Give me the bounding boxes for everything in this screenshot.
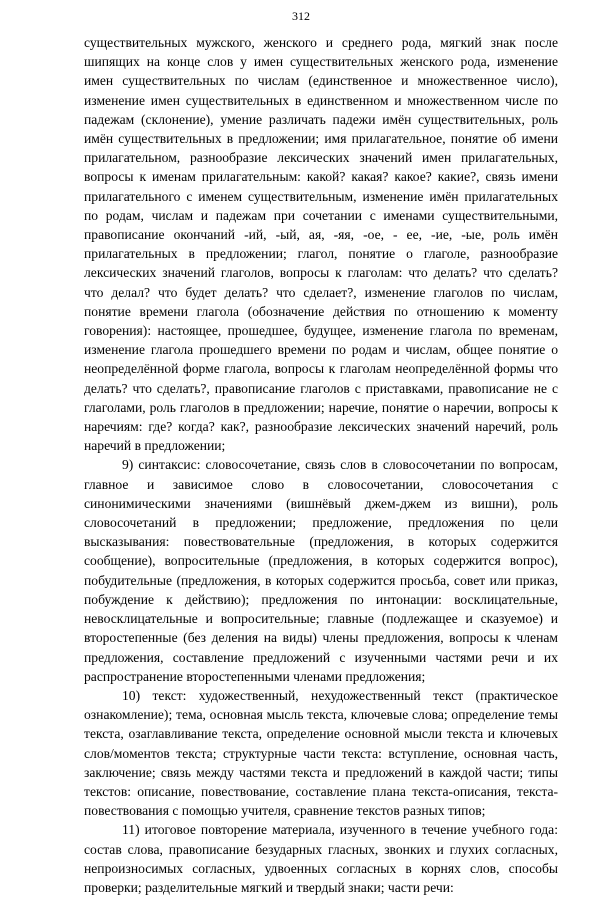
document-body [84, 33, 558, 897]
paragraph-continuation: существительных мужского, женского и среднего рода, мягкий знак после шипящих на конце слов у имен существительных женского рода, изменение имен существительных по числам (единственное и множественное число), изменение имен существительных в единственном и множественном числе по падежам (склонение), умение различать падежи имён существительных, роль имён существительных в предложении; имя прилагательное, понятие об имени прилагательном, разнообразие лексических значений имен прилагательных, вопросы к именам прилагательным: какой? какая? какое? какие?, связь имени прилагательного с именем существительным, изменение имён прилагательных по родам, числам и падежам при сочетании с именами существительными, правописание окончаний -ий, -ый, ая, -яя, -ое, - ее, -ие, -ые, роль имён прилагательных в предложении; глагол, понятие о глаголе, разнообразие лексических значений глаголов, вопросы к глаголам: что делать? что сделать? что делал? что будет делать? что сделает?, изменение глаголов по числам, понятие времени глагола (обозначение действия по отношению к моменту говорения): настоящее, прошедшее, будущее, изменение глагола по временам, изменение глагола прошедшего времени по родам и числам, общее понятие о неопределённой форме глагола, вопросы к глаголам неопределённой формы что делать? что сделать?, правописание глаголов с приставками, правописание не с глаголами, роль глаголов в предложении; наречие, понятие о наречии, вопросы к наречиям: где? когда? как?, разнообразие лексических значений наречий, роль наречий в предложении; [84, 35, 558, 454]
paragraph-text: 10) текст: художественный, нехудожественный текст (практическое ознакомление); тема, основная мысль текста, ключевые слова; определение темы текста, озаглавливание текста, определение основной мысли текста и ключевых слов/моментов текста; структурные части текста: вступление, основная часть, заключение; связь между частями текста и предложений в каждой части; типы текстов: описание, повествование, составление плана текста-описания, текста-повествования с помощью учителя, сравнение текстов разных типов; [84, 687, 558, 819]
paragraph-final-review: 11) итоговое повторение материала, изученного в течение учебного года: состав слова, правописание безударных гласных, звонких и глухих согласных, непроизносимых согласных, удвоенных согласных в корнях слов, способы проверки; разделительные мягкий и твердый знаки; части речи: [84, 822, 558, 895]
page-number: 312 [292, 9, 310, 23]
paragraph-syntax: 9) синтаксис: словосочетание, связь слов в словосочетании по вопросам, главное и зависимое слово в словосочетании, словосочетания с синонимическими значениями (вишнёвый джем-джем из вишни), роль словосочетаний в предложении; предложение, предложения по цели высказывания: повествовательные (предложения, в которых содержится сообщение), вопросительные (предложения, в которых содержится вопрос), побудительные (предложения, в которых содержится просьба, совет или приказ, побуждение к действию); предложения по интонации: восклицательные, невосклицательные и вопросительные; главные (подлежащее и сказуемое) и второстепенные (без деления на виды) члены предложения, вопросы к членам предложения, составление предложений с изученными частями речи и их распространение второстепенными членами предложения; [84, 457, 558, 684]
